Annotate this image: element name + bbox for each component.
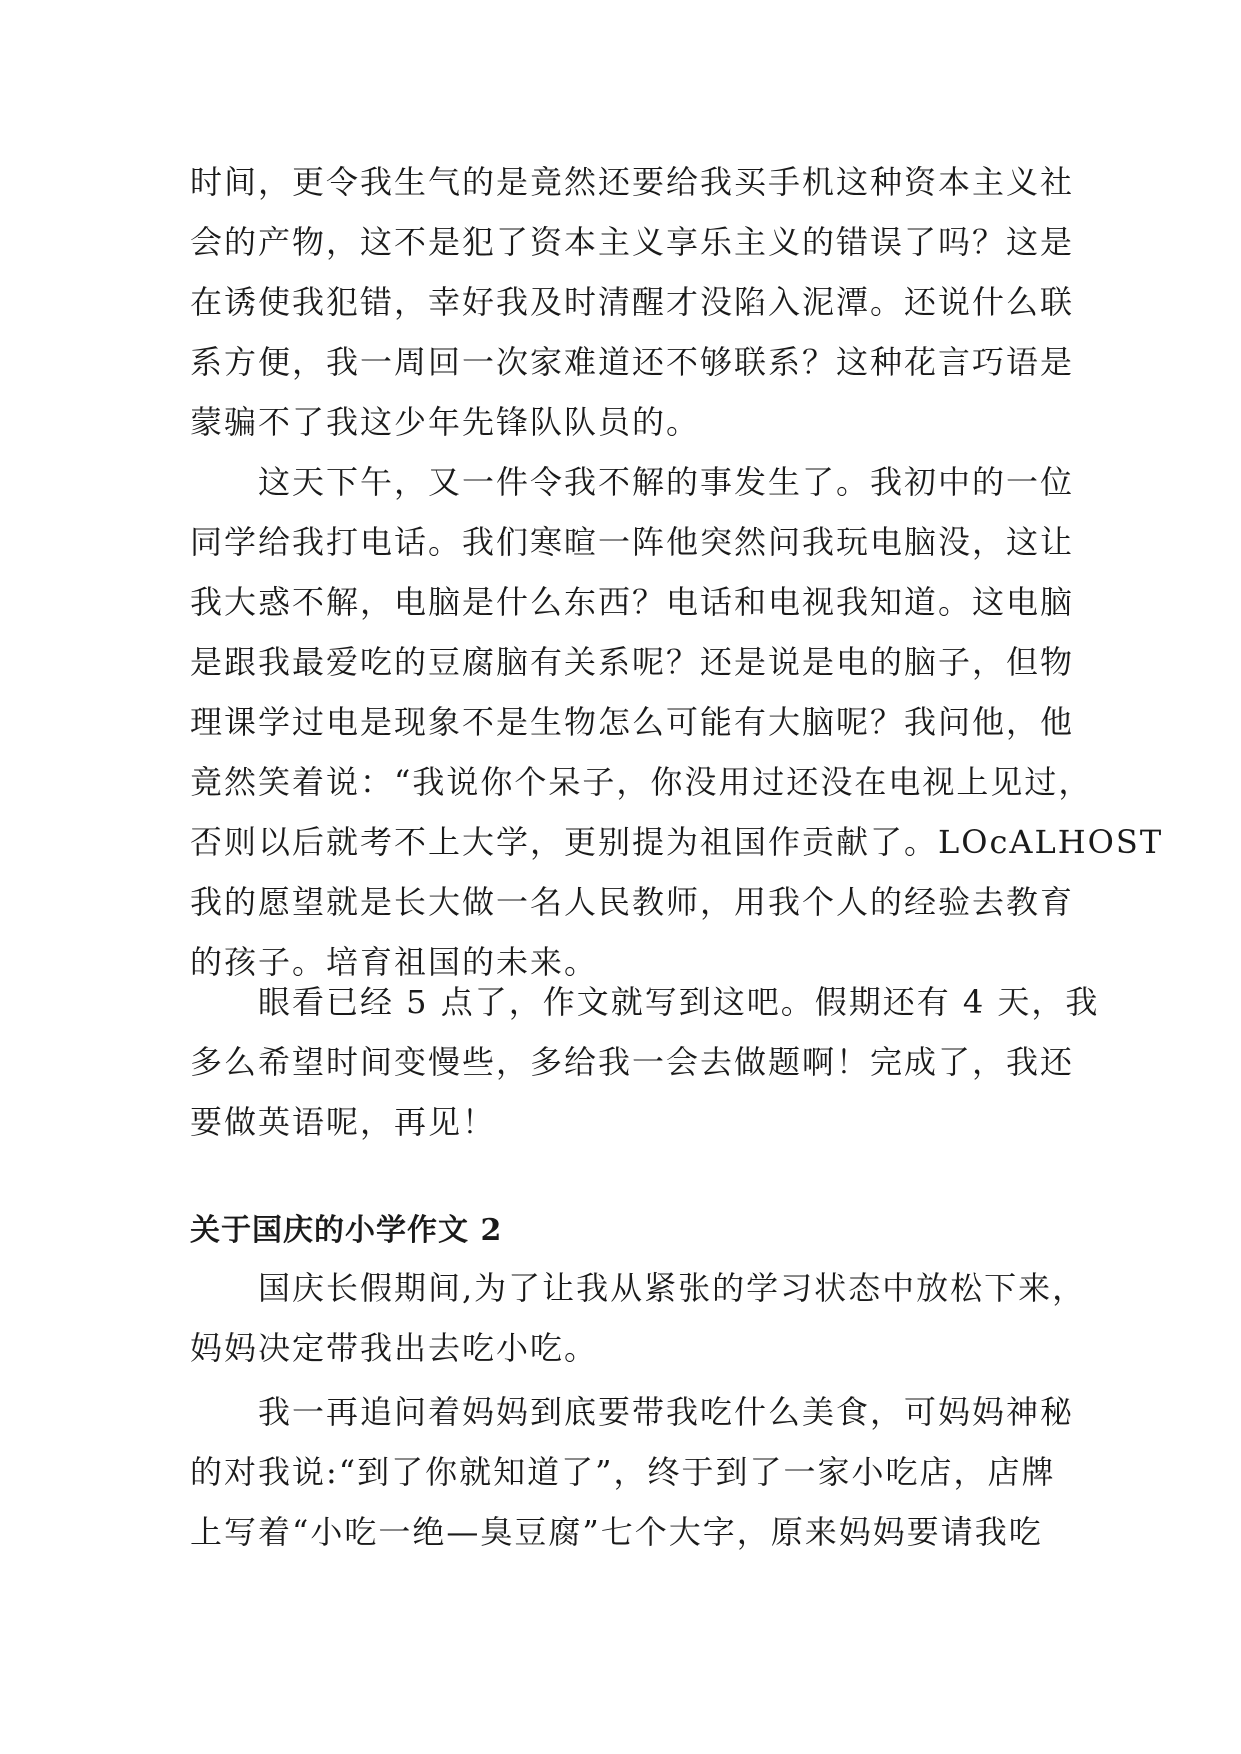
text-line: 眼看已经 5 点了，作文就写到这吧。假期还有 4 天，我 — [190, 983, 1100, 1021]
paragraph-2 — [190, 452, 1164, 992]
text-line: 要做英语呢，再见！ — [190, 1103, 497, 1141]
text-line: 蒙骗不了我这少年先锋队队员的。 — [190, 403, 701, 441]
text-line: 我的愿望就是长大做一名人民教师，用我个人的经验去教育 — [190, 883, 1075, 921]
text-line: 上写着“小吃一绝—臭豆腐”七个大字，原来妈妈要请我吃 — [190, 1513, 1043, 1551]
text-line: 多么希望时间变慢些，多给我一会去做题啊！完成了，我还 — [190, 1043, 1075, 1081]
paragraph-3 — [190, 972, 1100, 1152]
text-line: 的孩子。培育祖国的未来。 — [190, 943, 599, 981]
text-line: 系方便，我一周回一次家难道还不够联系？这种花言巧语是 — [190, 343, 1075, 381]
text-line: 的对我说:“到了你就知道了”，终于到了一家小吃店，店牌 — [190, 1453, 1056, 1491]
section-heading: 关于国庆的小学作文 2 — [190, 1213, 503, 1248]
text-line: 国庆长假期间,为了让我从紧张的学习状态中放松下来， — [190, 1269, 1087, 1307]
paragraph-4 — [190, 1258, 1087, 1378]
text-line: 我大惑不解，电脑是什么东西？电话和电视我知道。这电脑 — [190, 583, 1075, 621]
text-line: 时间，更令我生气的是竟然还要给我买手机这种资本主义社 — [190, 163, 1075, 201]
text-line: 理课学过电是现象不是生物怎么可能有大脑呢？我问他，他 — [190, 703, 1075, 741]
text-line: 竟然笑着说：“我说你个呆子，你没用过还没在电视上见过， — [190, 763, 1093, 801]
text-line: 是跟我最爱吃的豆腐脑有关系呢？还是说是电的脑子，但物 — [190, 643, 1075, 681]
text-line: 会的产物，这不是犯了资本主义享乐主义的错误了吗？这是 — [190, 223, 1075, 261]
text-line: 妈妈决定带我出去吃小吃。 — [190, 1329, 599, 1367]
paragraph-5 — [190, 1382, 1075, 1562]
text-line: 同学给我打电话。我们寒暄一阵他突然问我玩电脑没，这让 — [190, 523, 1075, 561]
text-line: 我一再追问着妈妈到底要带我吃什么美食，可妈妈神秘 — [190, 1393, 1075, 1431]
text-line: 这天下午，又一件令我不解的事发生了。我初中的一位 — [190, 463, 1075, 501]
text-line: 在诱使我犯错，幸好我及时清醒才没陷入泥潭。还说什么联 — [190, 283, 1075, 321]
text-line: 否则以后就考不上大学，更别提为祖国作贡献了。LOcALHOST — [190, 823, 1164, 861]
paragraph-1 — [190, 152, 1075, 452]
